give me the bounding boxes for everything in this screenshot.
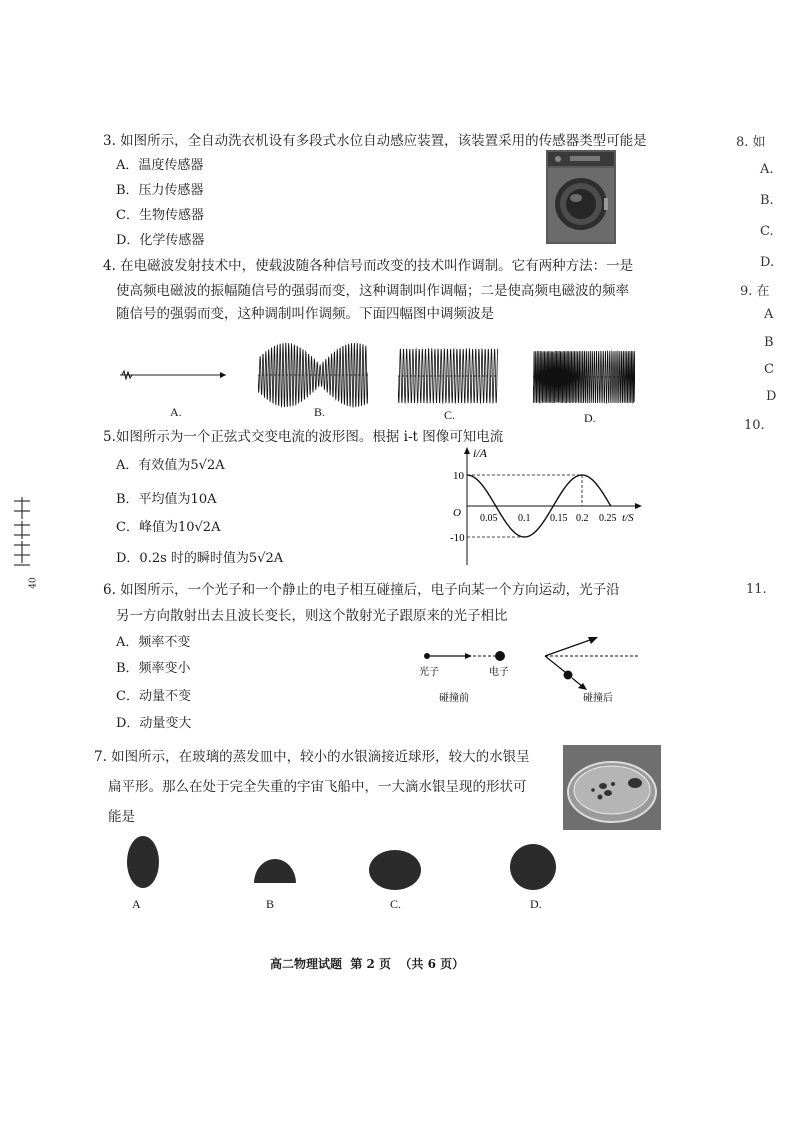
right-margin-q8-b: B. [760, 193, 774, 208]
right-margin-q9-d: D [766, 389, 777, 404]
sqrt2-symbol: √2 [257, 551, 274, 566]
sqrt2-symbol: √2 [198, 458, 216, 473]
q4-label-b: B. [314, 405, 326, 419]
q5-graph-ylabel: i/A [473, 446, 487, 460]
q5-option-c-text: C．峰值为10 [116, 520, 195, 535]
right-margin-q8: 8. 如 [736, 135, 766, 150]
q6-photon-label: 光子 [419, 667, 439, 678]
q5-option-a [116, 457, 225, 475]
q5-it-graph [445, 443, 645, 568]
q4-wave-a [118, 360, 228, 390]
electron-dot [495, 651, 505, 661]
right-margin-q9-a: A [764, 307, 774, 322]
q7-stem-line1: 7. 如图所示，在玻璃的蒸发皿中，较小的水银滴接近球形，较大的水银呈 [94, 749, 530, 765]
petri-dish-image [563, 745, 661, 830]
right-margin-q9: 9. 在 [740, 284, 770, 299]
right-margin-q8-c: C. [760, 224, 774, 239]
q5-option-c-unit: A [211, 520, 221, 535]
q6-option-c: C．动量不变 [116, 689, 191, 704]
right-margin-q8-d: D. [760, 255, 775, 270]
binding-margin-marks [10, 495, 34, 575]
left-margin-number: 40 [28, 577, 39, 589]
q4-wave-b [258, 340, 368, 410]
q4-stem-line2: 使高频电磁波的振幅随信号的强弱而变，这种调制叫作调幅；二是使高频电磁波的频率 [116, 283, 629, 299]
q3-option-d: D．化学传感器 [116, 233, 205, 248]
q3-stem: 3. 如图所示，全自动洗衣机设有多段式水位自动感应装置，该装置采用的传感器类型可能是 [103, 133, 647, 149]
q6-stem-line2: 另一方向散射出去且波长变长，则这个散射光子跟原来的光子相比 [116, 608, 508, 624]
q6-electron-label: 电子 [489, 667, 509, 678]
q5-graph-xlabel: t/S [622, 512, 634, 524]
q5-option-c [116, 519, 220, 537]
q5-option-d-text: D．0.2s 时的瞬时值为5 [116, 551, 258, 566]
q6-collision-figure [415, 635, 655, 710]
q3-option-c: C．生物传感器 [116, 208, 204, 223]
page-footer: 高二物理试题 第 2 页 （共 6 页） [270, 957, 465, 971]
q5-option-a-unit: A [215, 458, 225, 473]
scattered-electron-dot [564, 671, 573, 680]
q5-graph-ytick-10: 10 [453, 470, 464, 482]
q7-stem-line3: 能是 [108, 809, 135, 825]
q5-graph-xtick: 0.15 [550, 513, 568, 524]
q4-label-a: A. [170, 405, 182, 419]
q4-wave-d [533, 348, 635, 406]
right-margin-q11: 11. [746, 582, 767, 597]
q4-wave-c [398, 346, 498, 406]
q5-graph-xtick: 0.1 [518, 513, 531, 524]
q7-label-b: B [266, 897, 275, 911]
q6-option-d: D．动量变大 [116, 716, 192, 731]
q5-option-d [116, 550, 283, 568]
q4-label-c: C. [444, 408, 456, 422]
q5-graph-xtick: 0.2 [576, 513, 589, 524]
q5-option-d-unit: A [273, 551, 284, 566]
right-margin-q9-b: B [764, 335, 774, 350]
q3-option-b: B．压力传感器 [116, 183, 204, 198]
photon-dot [424, 653, 430, 659]
q4-stem-line1: 4. 在电磁波发射技术中，使载波随各种信号而改变的技术叫作调制。它有两种方法：一是 [103, 258, 634, 274]
q6-stem-line1: 6. 如图所示，一个光子和一个静止的电子相互碰撞后，电子向某一个方向运动，光子沿 [103, 582, 620, 598]
right-margin-q10: 10. [744, 418, 765, 433]
q7-label-a: A [132, 897, 141, 911]
q5-graph-ytick-neg10: -10 [450, 532, 465, 544]
q5-graph-origin: O [453, 507, 461, 519]
q5-graph-xtick: 0.25 [599, 513, 617, 524]
q4-stem-line3: 随信号的强弱而变，这种调制叫作调频。下面四幅图中调频波是 [116, 306, 494, 322]
q6-before-label: 碰撞前 [439, 693, 469, 704]
q4-label-d: D. [584, 411, 596, 425]
right-margin-q8-a: A. [760, 162, 774, 177]
q7-label-d: D. [530, 897, 542, 911]
q5-graph-xtick: 0.05 [480, 513, 498, 524]
q7-shape-b-half-disc [252, 855, 298, 885]
q5-option-a-text: A．有效值为5 [116, 458, 199, 473]
q7-shape-a-vertical-ellipse [125, 835, 161, 890]
q6-option-b: B．频率变小 [116, 661, 191, 676]
q7-shape-d-sphere [508, 842, 558, 892]
q6-after-label: 碰撞后 [583, 693, 613, 704]
q5-option-b-text: B．平均值为10A [116, 492, 217, 507]
washing-machine-image [546, 150, 616, 244]
sqrt2-symbol: √2 [194, 520, 212, 535]
right-margin-q9-c: C [764, 362, 774, 377]
q7-stem-line2: 扁平形。那么在处于完全失重的宇宙飞船中，一大滴水银呈现的形状可 [108, 779, 527, 795]
q5-option-b [116, 491, 216, 509]
q7-shape-c-horizontal-ellipse [367, 848, 423, 892]
q7-label-c: C. [390, 897, 402, 911]
q3-option-a: A．温度传感器 [116, 158, 204, 173]
q5-stem: 5.如图所示为一个正弦式交变电流的波形图。根据 i-t 图像可知电流 [103, 429, 504, 445]
q6-option-a: A．频率不变 [116, 635, 191, 650]
